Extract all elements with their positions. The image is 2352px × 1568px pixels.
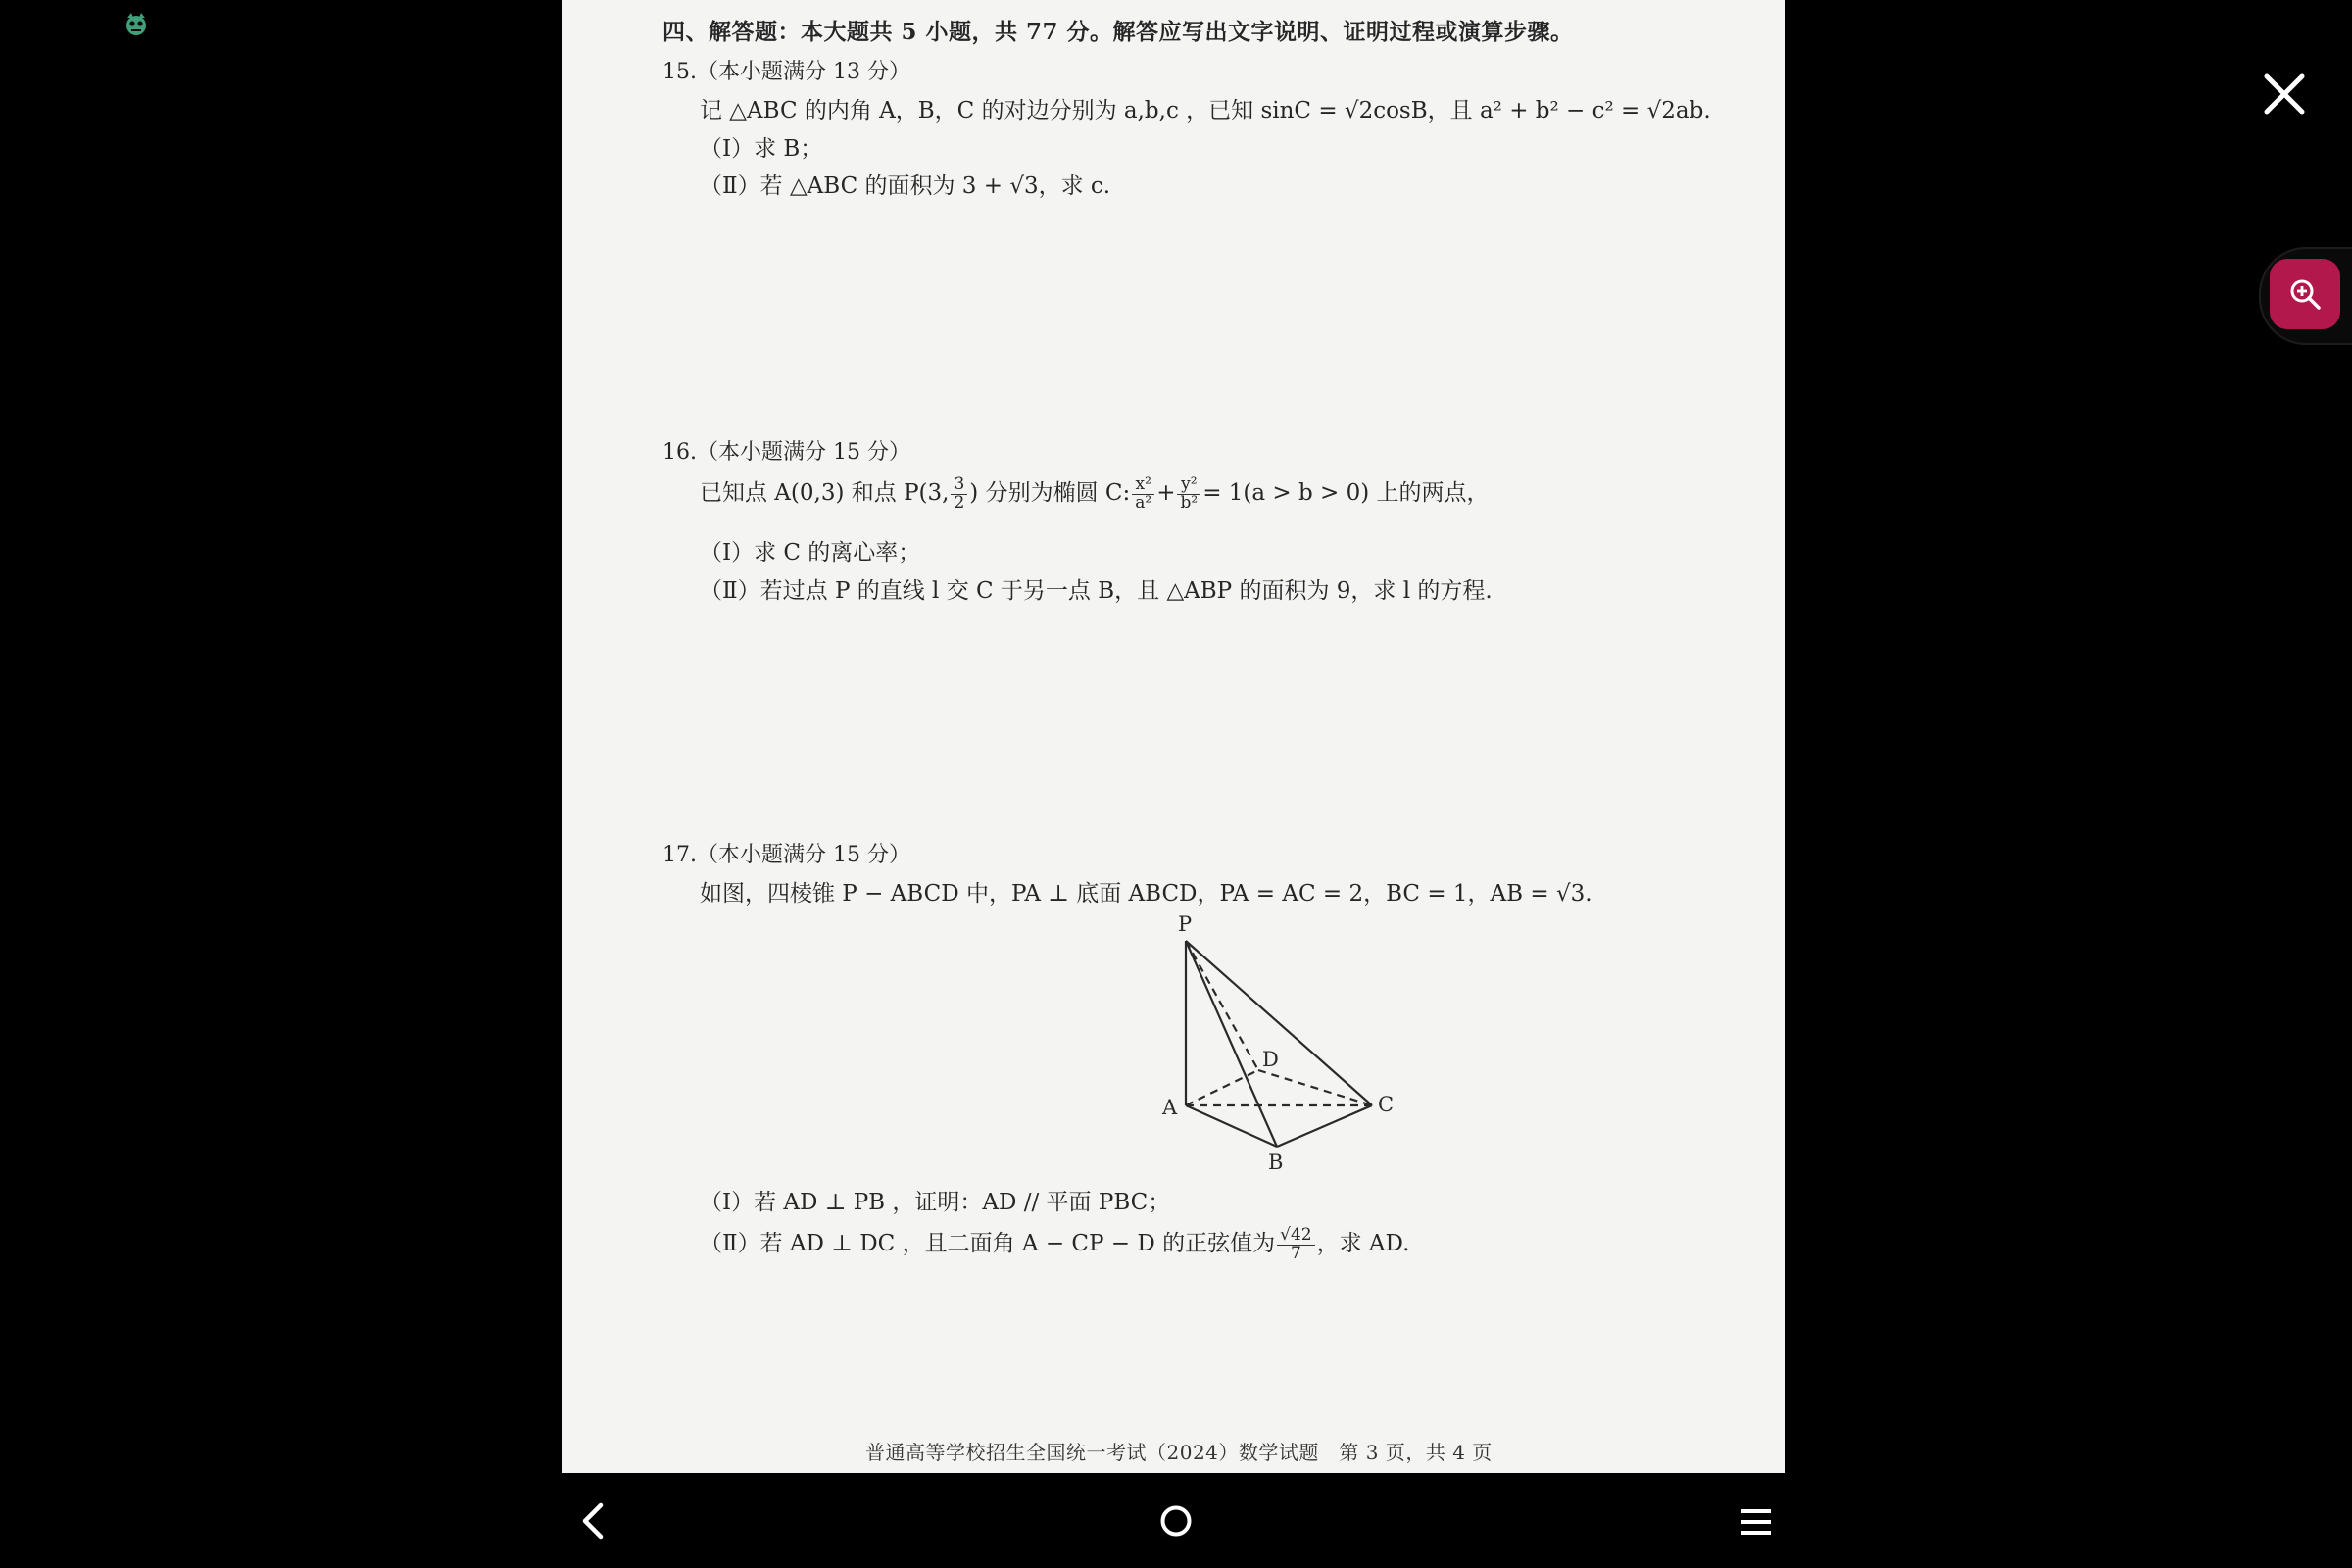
document-page[interactable]: [562, 0, 1785, 1473]
q16-part2: （Ⅱ）若过点 P 的直线 l 交 C 于另一点 B，且 △ABP 的面积为 9，求 l 的方程.: [700, 578, 1493, 604]
fraction-denominator: b²: [1180, 492, 1199, 513]
fraction-denominator: 7: [1290, 1243, 1301, 1263]
q17-heading: 17.（本小题满分 15 分）: [662, 843, 910, 867]
vertex-label-A: A: [1162, 1096, 1178, 1119]
pyramid-diagram: [1066, 911, 1419, 1176]
vertex-label-P: P: [1178, 912, 1193, 936]
edge-PB: [1186, 941, 1277, 1147]
q15-heading: 15.（本小题满分 13 分）: [662, 60, 910, 84]
q16-part1: （Ⅰ）求 C 的离心率；: [700, 540, 921, 565]
q17-part2: [700, 1225, 1409, 1262]
vertex-label-B: B: [1268, 1151, 1284, 1174]
q17-part2-text-a: （Ⅱ）若 AD ⊥ DC ，且二面角 A − CP − D 的正弦值为: [700, 1231, 1276, 1256]
q15-part1: （Ⅰ）求 B；: [700, 136, 823, 162]
sine-value-fraction: [1277, 1224, 1314, 1263]
q16-stem-part-a: 已知点 A(0,3) 和点 P(3,: [700, 480, 950, 506]
home-icon[interactable]: [1159, 1504, 1193, 1538]
vertex-label-C: C: [1378, 1093, 1395, 1116]
app-status-icon: [122, 12, 151, 37]
edge-PC: [1186, 941, 1372, 1105]
fraction-numerator: x²: [1132, 476, 1154, 495]
q16-stem-part-b: ) 分别为椭圆 C:: [969, 480, 1131, 506]
q17-stem: 如图，四棱锥 P − ABCD 中，PA ⊥ 底面 ABCD，PA = AC = 2，BC = 1，AB = √3.: [700, 881, 1592, 906]
fraction-numerator: 3: [951, 476, 967, 495]
edge-AD: [1186, 1070, 1258, 1105]
edge-DC: [1258, 1070, 1372, 1105]
q16-point-fraction: [951, 473, 967, 513]
page-footer: 普通高等学校招生全国统一考试（2024）数学试题 第 3 页，共 4 页: [865, 1441, 1493, 1464]
q15-stem: 记 △ABC 的内角 A，B，C 的对边分别为 a,b,c ，已知 sinC = √2cosB，且 a² + b² − c² = √2ab.: [700, 98, 1711, 123]
edge-PD: [1186, 941, 1258, 1070]
section-title: 四、解答题：本大题共 5 小题，共 77 分。解答应写出文字说明、证明过程或演算步骤。: [662, 19, 1574, 45]
vertex-label-D: D: [1262, 1048, 1279, 1071]
q17-part1: （Ⅰ）若 AD ⊥ PB ，证明：AD // 平面 PBC；: [700, 1190, 1171, 1215]
ellipse-y-fraction: [1177, 473, 1200, 513]
fraction-numerator: √42: [1277, 1227, 1314, 1246]
edge-BC: [1277, 1105, 1372, 1147]
zoom-button[interactable]: [2270, 259, 2340, 329]
fraction-denominator: 2: [954, 492, 965, 513]
q16-stem-part-c: = 1(a > b > 0) 上的两点，: [1202, 480, 1490, 506]
plus-sign: +: [1156, 480, 1176, 506]
close-icon[interactable]: [2259, 69, 2310, 120]
edge-AB: [1186, 1105, 1277, 1147]
ellipse-x-fraction: [1132, 473, 1154, 513]
fraction-denominator: a²: [1135, 492, 1152, 513]
zoom-in-icon: [2287, 276, 2323, 312]
q16-stem: [700, 474, 1490, 512]
q15-part2: （Ⅱ）若 △ABC 的面积为 3 + √3，求 c.: [700, 173, 1111, 199]
fraction-numerator: y²: [1177, 476, 1200, 495]
menu-icon[interactable]: [1740, 1507, 1773, 1537]
q16-heading: 16.（本小题满分 15 分）: [662, 440, 910, 465]
q17-part2-text-b: ，求 AD.: [1316, 1231, 1410, 1256]
back-icon[interactable]: [573, 1499, 612, 1543]
